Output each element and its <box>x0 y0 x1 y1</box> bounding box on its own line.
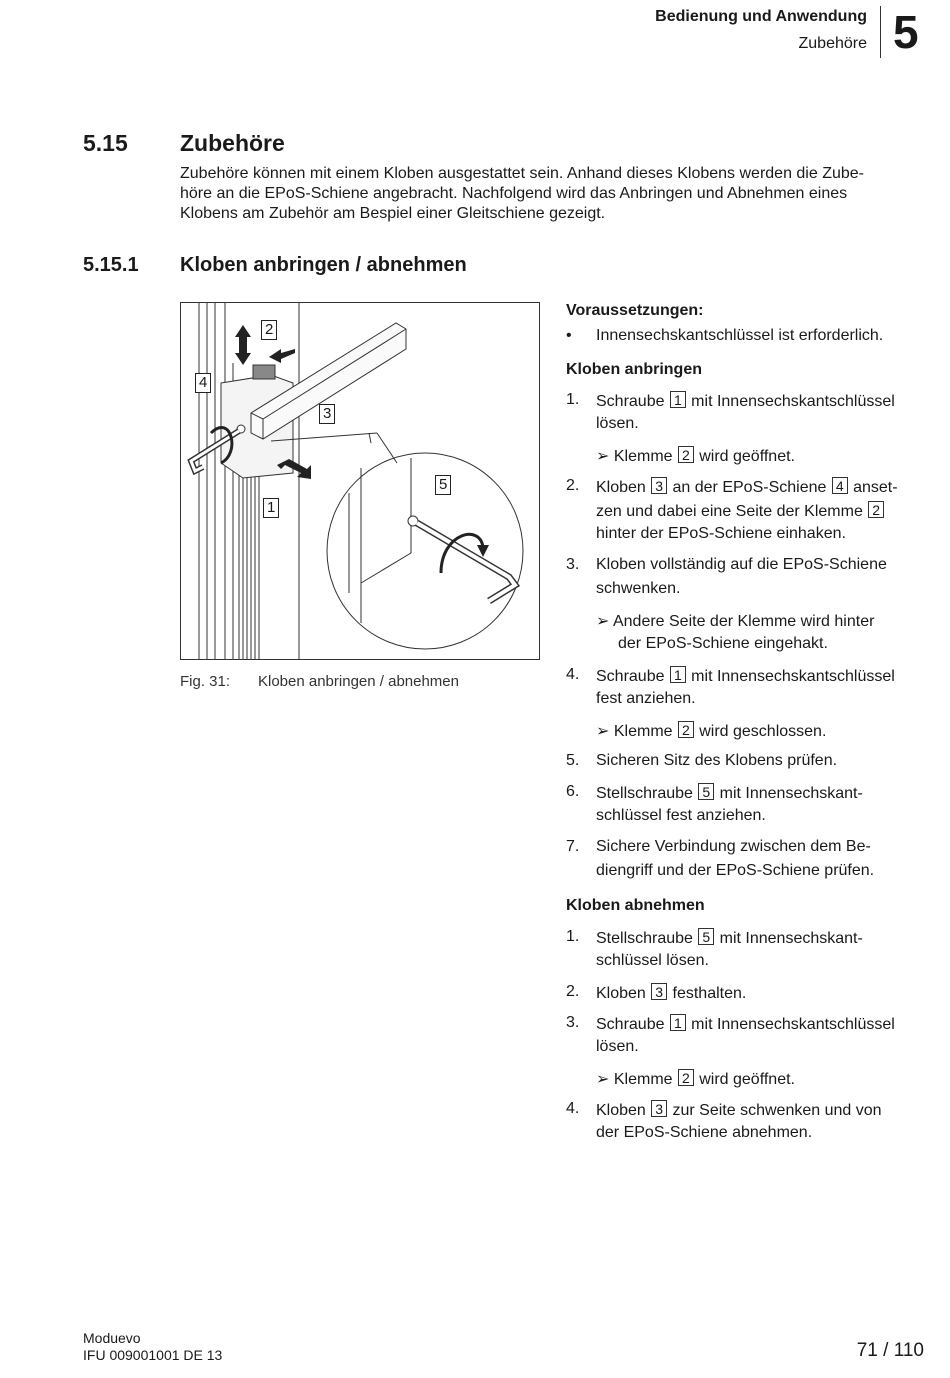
callout-2: 2 <box>261 320 277 340</box>
step-text-cont: hinter der EPoS-Schiene einhaken. <box>596 525 846 542</box>
chapter-number: 5 <box>893 6 919 58</box>
intro-line: Zubehöre können mit einem Kloben ausgestattet sein. Anhand dieses Klobens werden die Zube- <box>180 165 864 182</box>
result-arrow-icon: ➢ <box>596 613 610 630</box>
step-text-cont: lösen. <box>596 1038 639 1055</box>
step-text: Schraube 1 mit Innensechskantschlüssel <box>596 392 895 410</box>
step-number: 3. <box>566 556 580 573</box>
figure-label: Fig. 31: <box>180 673 231 690</box>
step-text: Schraube 1 mit Innensechskantschlüssel <box>596 667 895 685</box>
step-text: Stellschraube 5 mit Innensechskant- <box>596 784 863 802</box>
step-text: Kloben 3 zur Seite schwenken und von <box>596 1101 882 1119</box>
ref-badge: 2 <box>678 721 694 738</box>
ref-badge: 2 <box>678 1069 694 1086</box>
step-number: 3. <box>566 1014 580 1031</box>
ref-badge: 1 <box>670 391 686 408</box>
step-text: Sichere Verbindung zwischen dem Be- <box>596 838 871 855</box>
ref-badge: 2 <box>678 446 694 463</box>
ref-badge: 5 <box>698 783 714 800</box>
step-text: Stellschraube 5 mit Innensechskant- <box>596 929 863 947</box>
running-header-chapter: Bedienung und Anwendung <box>655 8 867 25</box>
step-text: Kloben vollständig auf die EPoS-Schiene <box>596 556 887 573</box>
step-number: 2. <box>566 477 580 494</box>
bullet: • <box>566 327 572 344</box>
figure-illustration <box>180 302 540 660</box>
step-text: Kloben 3 an der EPoS-Schiene 4 anset- <box>596 478 898 496</box>
step-number: 1. <box>566 928 580 945</box>
section-number: 5.15 <box>83 130 128 156</box>
result-arrow-icon: ➢ <box>596 723 610 740</box>
ref-badge: 3 <box>651 477 667 494</box>
running-header-section: Zubehöre <box>798 35 867 52</box>
step-number: 1. <box>566 391 580 408</box>
subsection-number: 5.15.1 <box>83 254 139 276</box>
step-result-cont: der EPoS-Schiene eingehakt. <box>618 635 828 652</box>
ref-badge: 1 <box>670 1014 686 1031</box>
prerequisites-title: Voraussetzungen: <box>566 302 704 319</box>
step-number: 4. <box>566 666 580 683</box>
step-number: 5. <box>566 752 580 769</box>
section-intro <box>180 164 922 224</box>
step-text-cont: schwenken. <box>596 580 681 597</box>
step-result: ➢ Klemme 2 wird geöffnet. <box>596 447 795 465</box>
ref-badge: 4 <box>832 477 848 494</box>
result-arrow-icon: ➢ <box>596 448 610 465</box>
intro-line: höre an die EPoS-Schiene angebracht. Nachfolgend wird das Anbringen und Abnehmen eines <box>180 185 848 202</box>
page-number: 71 / 110 <box>856 1340 924 1361</box>
step-text-cont: zen und dabei eine Seite der Klemme 2 <box>596 501 885 521</box>
figure-caption: Kloben anbringen / abnehmen <box>258 673 459 690</box>
step-result: ➢ Klemme 2 wird geöffnet. <box>596 1070 795 1088</box>
step-text-cont: schlüssel lösen. <box>596 952 709 969</box>
ref-badge: 2 <box>868 501 884 518</box>
step-text-cont: lösen. <box>596 415 639 432</box>
kloben-illustration <box>181 303 539 659</box>
step-result: ➢ Klemme 2 wird geschlossen. <box>596 722 827 740</box>
step-text: Kloben 3 festhalten. <box>596 984 747 1002</box>
step-number: 6. <box>566 783 580 800</box>
step-result: ➢ Andere Seite der Klemme wird hinter <box>596 613 875 630</box>
mount-title: Kloben anbringen <box>566 361 702 378</box>
step-text-cont: diengriff und der EPoS-Schiene prüfen. <box>596 862 875 879</box>
subsection-title: Kloben anbringen / abnehmen <box>180 254 467 276</box>
result-arrow-icon: ➢ <box>596 1071 610 1088</box>
step-number: 7. <box>566 838 580 855</box>
remove-title: Kloben abnehmen <box>566 897 705 914</box>
ref-badge: 1 <box>670 666 686 683</box>
step-text: Sicheren Sitz des Klobens prüfen. <box>596 752 838 769</box>
section-title: Zubehöre <box>180 130 285 156</box>
intro-line: Klobens am Zubehör am Bespiel einer Gleitschiene gezeigt. <box>180 205 606 222</box>
step-text-cont: fest anziehen. <box>596 690 696 707</box>
ref-badge: 3 <box>651 1100 667 1117</box>
callout-5: 5 <box>435 475 451 495</box>
step-number: 2. <box>566 983 580 1000</box>
step-number: 4. <box>566 1100 580 1117</box>
ref-badge: 3 <box>651 983 667 1000</box>
header-divider <box>880 6 881 58</box>
footer-product: Moduevo <box>83 1330 141 1346</box>
step-text: Schraube 1 mit Innensechskantschlüssel <box>596 1015 895 1033</box>
callout-3: 3 <box>319 404 335 424</box>
callout-4: 4 <box>195 373 211 393</box>
footer-doc-id: IFU 009001001 DE 13 <box>83 1347 223 1363</box>
ref-badge: 5 <box>698 928 714 945</box>
prerequisite-item: Innensechskantschlüssel ist erforderlich. <box>596 327 884 344</box>
step-text-cont: schlüssel fest anziehen. <box>596 807 766 824</box>
callout-1: 1 <box>263 498 279 518</box>
step-text-cont: der EPoS-Schiene abnehmen. <box>596 1124 813 1141</box>
